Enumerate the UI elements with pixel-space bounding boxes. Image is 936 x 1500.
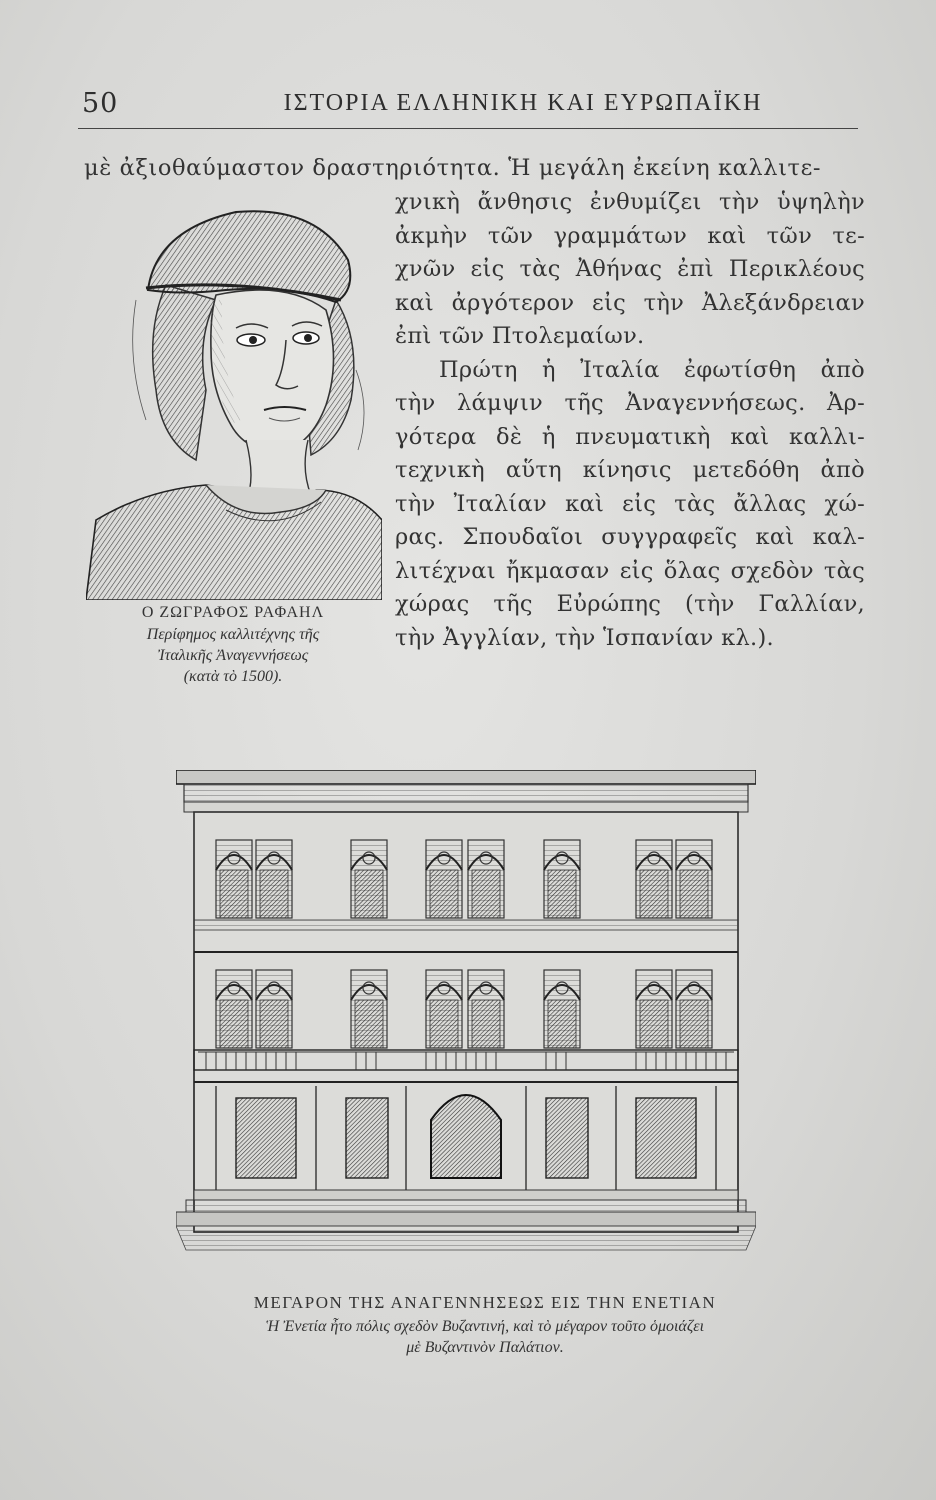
text-line: λιτέχναι ἤκμασαν εἰς ὅλας σχεδὸν τὰς	[395, 557, 865, 584]
text-line: Πρώτη ἡ Ἰταλία ἐφωτίσθη ἀπὸ	[439, 356, 865, 383]
running-title: ΙΣΤΟΡΙΑ ΕΛΛΗΝΙΚΗ ΚΑΙ ΕΥΡΩΠΑΪΚΗ	[283, 90, 763, 116]
text-line: γότερα δὲ ἡ πνευματικὴ καὶ καλλι-	[395, 423, 865, 450]
text-line: ἐπὶ τῶν Πτολεμαίων.	[395, 323, 645, 349]
text-line: τεχνικὴ αὕτη κίνησις μετεδόθη ἀπὸ	[395, 457, 865, 483]
portrait-caption-line: Ἰταλικῆς Ἀναγεννήσεως	[157, 647, 309, 664]
page-number: 50	[82, 88, 119, 119]
text-line: ἀκμὴν τῶν γραμμάτων καὶ τῶν τε-	[395, 222, 865, 249]
palace-caption-title: ΜΕΓΑΡΟΝ ΤΗΣ ΑΝΑΓΕΝΝΗΣΕΩΣ ΕΙΣ ΤΗΝ ΕΝΕΤΙΑΝ	[253, 1293, 717, 1312]
text-line: χώρας τῆς Εὐρώπης (τὴν Γαλλίαν,	[395, 591, 865, 617]
palace-caption-line: μὲ Βυζαντινὸν Παλάτιον.	[406, 1339, 564, 1356]
palace-caption	[110, 1290, 860, 1358]
text-column	[395, 186, 865, 655]
portrait-caption-line: (κατὰ τὸ 1500).	[183, 668, 283, 685]
palace-illustration	[176, 770, 756, 1260]
text-line: τὴν Ἀγγλίαν, τὴν Ἱσπανίαν κλ.).	[395, 624, 775, 651]
text-line: καὶ ἀργότερον εἰς τὴν Ἀλεξάνδρειαν	[395, 289, 865, 316]
text-line: τὴν Ἰταλίαν καὶ εἰς τὰς ἄλλας χώ-	[395, 490, 865, 517]
palace-caption-line: Ἡ Ἐνετία ἦτο πόλις σχεδὸν Βυζαντινή, καὶ τὸ μέγαρον τοῦτο ὁμοιάζει	[265, 1318, 705, 1335]
portrait-caption	[78, 602, 388, 687]
raphael-portrait-engraving	[86, 190, 382, 600]
text-line: τὴν λάμψιν τῆς Ἀναγεννήσεως. Ἀρ-	[395, 390, 865, 416]
portrait-caption-title: Ο ΖΩΓΡΑΦΟΣ ΡΑΦΑΗΛ	[141, 604, 325, 621]
portrait-caption-line: Περίφημος καλλιτέχνης τῆς	[146, 626, 320, 643]
venetian-palace-engraving	[176, 770, 756, 1260]
text-line: χνῶν εἰς τὰς Ἀθήνας ἐπὶ Περικλέους	[395, 256, 865, 282]
text-line: μὲ ἀξιοθαύμαστον δραστηριότητα. Ἡ μεγάλη ἐκείνη καλλιτε-	[84, 155, 822, 181]
page-header	[78, 82, 858, 129]
portrait-illustration	[86, 190, 382, 600]
text-line: χνικὴ ἄνθησις ἐνθυμίζει τὴν ὑψηλὴν	[395, 189, 865, 215]
text-line: ρας. Σπουδαῖοι συγγραφεῖς καὶ καλ-	[395, 524, 865, 550]
